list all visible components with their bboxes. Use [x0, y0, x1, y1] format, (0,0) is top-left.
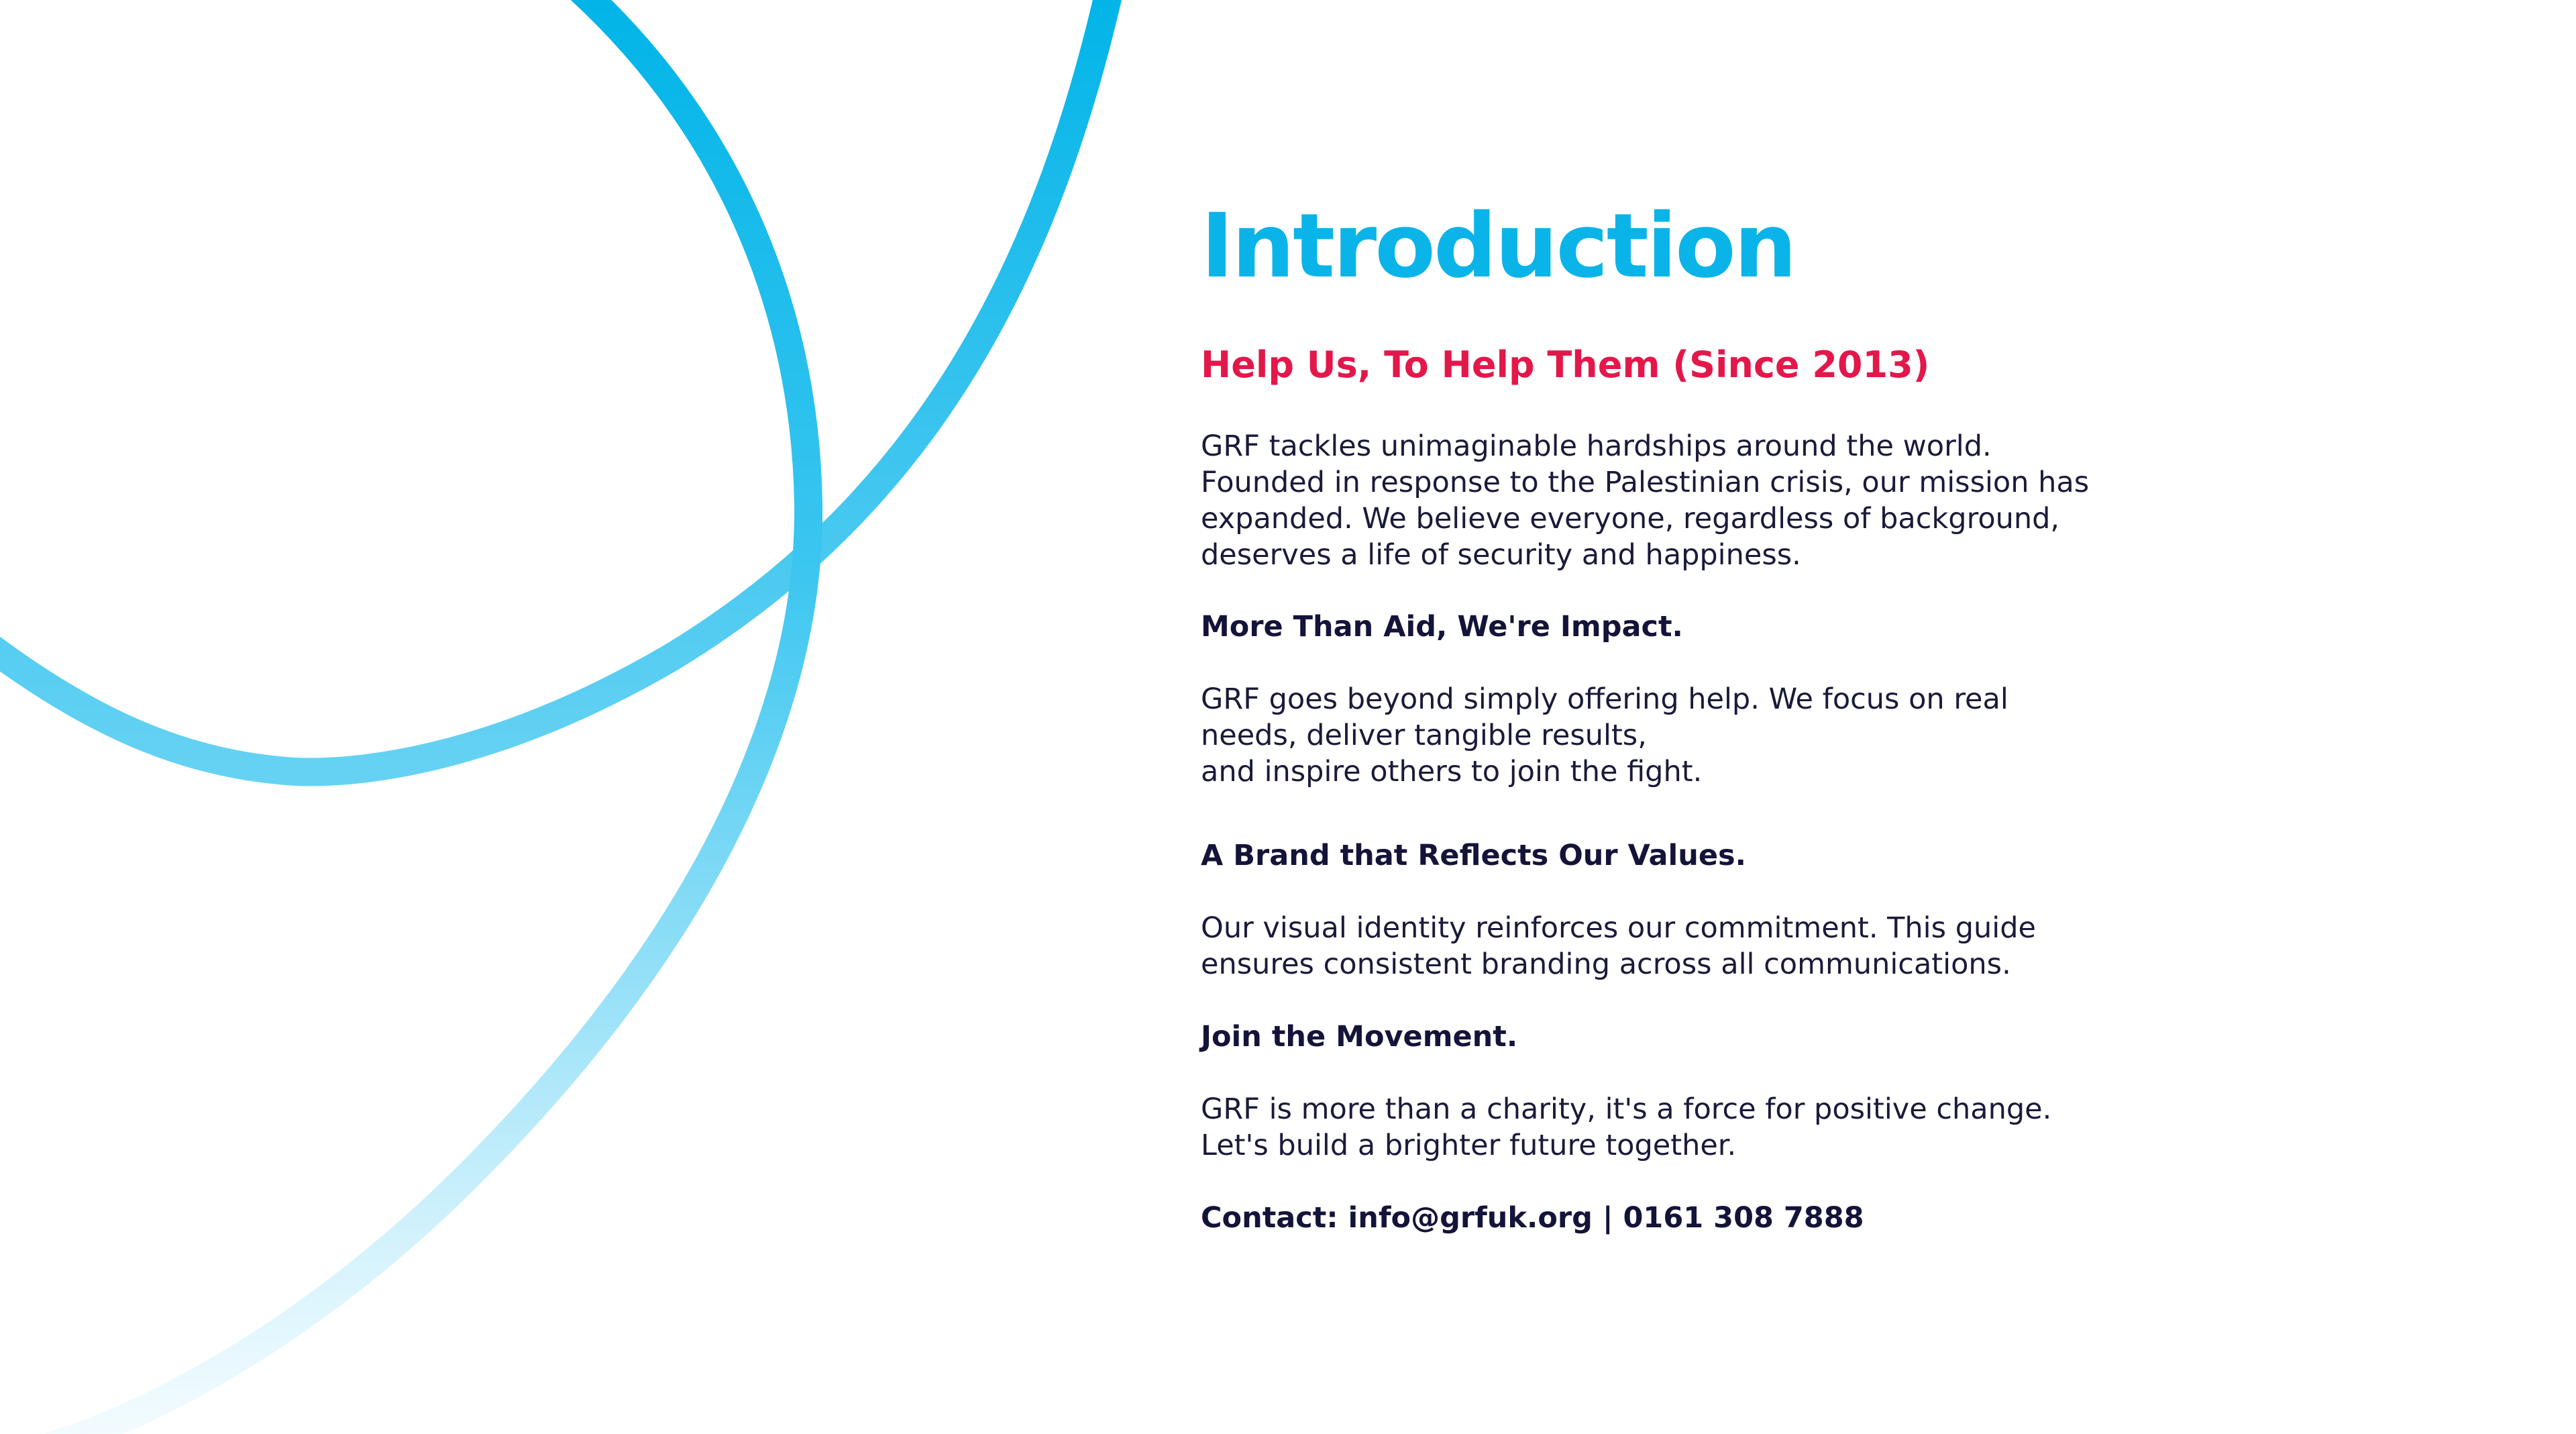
impact-line: and inspire others to join the fight. — [1201, 755, 1703, 788]
contact-line[interactable]: Contact: info@grfuk.org | 0161 308 7888 — [1201, 1201, 1864, 1235]
arc-upper — [0, 0, 1110, 772]
arc-lower — [40, 0, 808, 1434]
impact-paragraph — [1201, 681, 2008, 790]
movement-paragraph — [1201, 1091, 2051, 1164]
intro-line: deserves a life of security and happiness. — [1201, 538, 1801, 572]
impact-line: GRF goes beyond simply offering help. We focus on real — [1201, 682, 2008, 716]
intro-line: Founded in response to the Palestinian crisis, our mission has — [1201, 466, 2090, 499]
movement-line: GRF is more than a charity, it's a force for positive change. — [1201, 1092, 2052, 1126]
brand-line: Our visual identity reinforces our commitment. This guide — [1201, 911, 2036, 945]
intro-line: expanded. We believe everyone, regardless of background, — [1201, 502, 2060, 535]
page-title: Introduction — [1201, 195, 1795, 298]
impact-heading: More Than Aid, We're Impact. — [1201, 610, 1683, 644]
tagline: Help Us, To Help Them (Since 2013) — [1201, 344, 1930, 386]
intro-line: GRF tackles unimaginable hardships around the world. — [1201, 429, 1992, 463]
intro-paragraph — [1201, 428, 2089, 573]
impact-line: needs, deliver tangible results, — [1201, 719, 1647, 752]
brand-line: ensures consistent branding across all communications. — [1201, 948, 2011, 981]
brand-paragraph — [1201, 910, 2036, 982]
movement-line: Let's build a brighter future together. — [1201, 1129, 1737, 1162]
movement-heading: Join the Movement. — [1201, 1020, 1518, 1054]
brand-heading: A Brand that Reflects Our Values. — [1201, 839, 1746, 872]
